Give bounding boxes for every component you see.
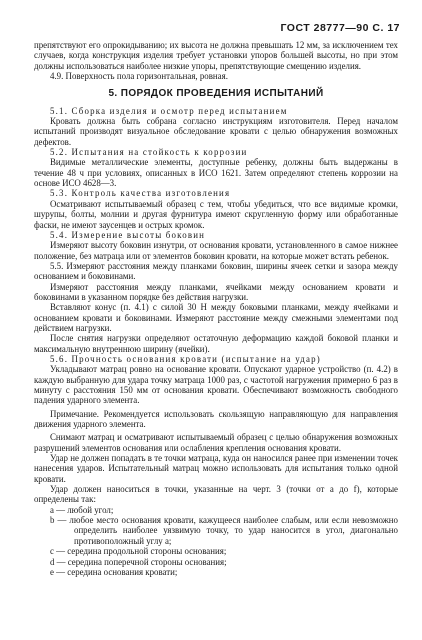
subsection-5-2-text: Видимые металлические элементы, доступные ребенку, должны быть выдержаны в течение 48 ч при условиях, описанных в ИСО 1621. Затем определяют степень коррозии на основе ИСО 4628—3. xyxy=(34,157,398,189)
section-title: 5. ПОРЯДОК ПРОВЕДЕНИЯ ИСПЫТАНИЙ xyxy=(108,88,324,100)
subsection-5-5-paragraph-2: Измеряют расстояния между планками, ячейками между основанием кровати и боковинами в указанном порядке без действия нагрузки. xyxy=(34,281,398,302)
subsection-5-6-text: Укладывают матрац ровно на основание кровати. Опускают ударное устройство (п. 4.2) в каждую выбранную для удара точку матраца 1000 раз, с частотой нагружения примерно 6 раз в минуту с расстояния 150 мм от основания кровати. Обеспечивают возможность свободного падения ударного элемента. xyxy=(34,364,398,406)
list-item: e — середина основания кровати; xyxy=(50,566,178,577)
subsection-5-6-paragraph-5: Удар должен наноситься в точки, указанные на черт. 3 (точки от a до f), которые определены так: xyxy=(34,484,398,505)
subsection-5-5-paragraph-4: После снятия нагрузки определяют остаточную деформацию каждой боковой планки и максимальную внутреннюю ширину (ячейки). xyxy=(34,333,398,354)
standard-header: ГОСТ 28777—90 С. 17 xyxy=(280,22,400,34)
list-item: c — середина продольной стороны основания; xyxy=(50,546,227,557)
subsection-5-6-paragraph-4: Удар не должен попадать в те точки матраца, куда он наносился ранее при изменении точек нанесения ударов. Испытательный матрац можно использовать для испытания только одной кровати. xyxy=(34,453,398,484)
subsection-5-4-text: Измеряют высоту боковин изнутри, от основания кровати, установленного в самое нижнее положение, без матраца или от элементов боковин кровати, на которые может встать ребенок. xyxy=(34,240,398,261)
note: Примечание. Рекомендуется использовать скользящую направляющую для направления движения ударного элемента. xyxy=(34,408,398,430)
list-item: d — середина поперечной стороны основания; xyxy=(50,556,227,567)
subsection-5-6-title: 5.6. Прочность основания кровати (испытание на удар) xyxy=(50,353,321,364)
list-item: a — любой угол; xyxy=(50,504,114,515)
paragraph-continuation: препятствуют его опрокидыванию; их высота не должна превышать 12 мм, за исключением тех случаев, когда конструкция изделия требует установки упоров большей высоты, но при этом должны использоваться наиболее низкие упоры, препятствующие смещению изделия. xyxy=(34,40,398,71)
document-body xyxy=(34,40,398,577)
subsection-5-3-text: Осматривают испытываемый образец с тем, чтобы убедиться, что все видимые кромки, шурупы, болты, молнии и другая фурнитура имеют скругленную форму или обработанные фаски, не имеют заусенцев и острых кромок. xyxy=(34,198,398,230)
subsection-5-5-paragraph-3: Вставляют конус (п. 4.1) с силой 30 Н между боковыми планками, между ячейками и основанием кровати и боковинами. Измеряют расстояние между смежными элементами под действием нагрузки. xyxy=(34,302,398,333)
paragraph-4-9: 4.9. Поверхность пола горизонтальная, ровная. xyxy=(50,71,228,82)
subsection-5-5-text: 5.5. Измеряют расстояния между планками боковин, ширины ячеек сетки и зазора между основанием и боковинами. xyxy=(34,260,398,282)
subsection-5-1-text: Кровать должна быть собрана согласно инструкциям изготовителя. Перед началом испытаний производят визуальное обследование кровати с целью обнаружения возможных дефектов. xyxy=(34,116,398,147)
subsection-5-2-title: 5.2. Испытания на стойкость к коррозии xyxy=(50,147,248,158)
subsection-5-1-title: 5.1. Сборка изделия и осмотр перед испытанием xyxy=(50,105,288,116)
list-item: b — любое место основания кровати, кажущееся наиболее слабым, или если невозможно определить наиболее уязвимую точку, то удар наносится в угол, диагонально противоположный углу a; xyxy=(50,515,398,546)
subsection-5-3-title: 5.3. Контроль качества изготовления xyxy=(50,188,231,199)
subsection-5-4-title: 5.4. Измерение высоты боковин xyxy=(50,229,206,240)
subsection-5-6-paragraph-3: Снимают матрац и осматривают испытываемый образец с целью обнаружения возможных разрушений элементов основания или ослабления крепления основания кровати. xyxy=(34,432,398,453)
